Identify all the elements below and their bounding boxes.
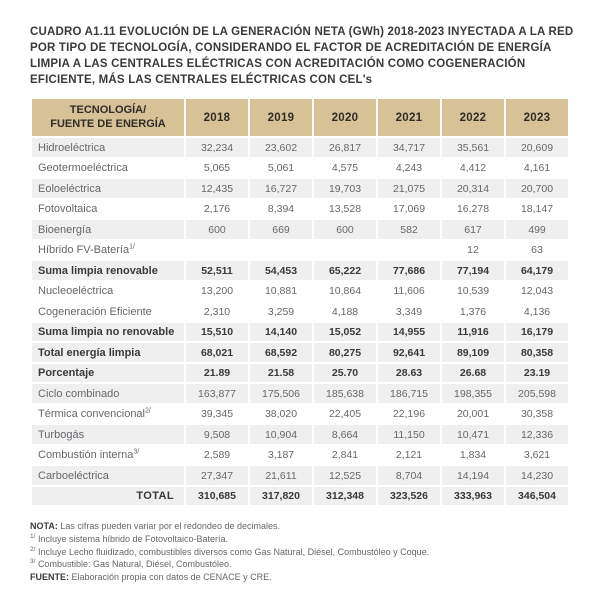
value-cell: 20,609 <box>506 138 568 157</box>
value-cell: 312,348 <box>314 487 376 506</box>
value-cell: 54,453 <box>250 261 312 280</box>
row-label: Suma limpia no renovable <box>32 323 184 342</box>
value-cell: 13,200 <box>200 285 234 298</box>
row-label: Térmica convencional$^{2/}$ <box>38 407 151 421</box>
value-cell: 68,021 <box>186 343 248 362</box>
row-footnote-marker: 1/ <box>129 243 135 251</box>
column-header-2018: 2018 <box>186 99 248 136</box>
column-header-2021: 2021 <box>378 99 440 136</box>
generation-table <box>30 97 570 507</box>
table-row <box>32 364 568 383</box>
value-cell: 323,526 <box>378 487 440 506</box>
row-label: Carboeléctrica <box>32 466 184 485</box>
value-cell: 1,834 <box>459 449 487 462</box>
value-cell: 34,717 <box>378 138 440 157</box>
value-cell: 600 <box>186 220 248 239</box>
row-label: Total energía limpia <box>32 343 184 362</box>
value-cell: 2,310 <box>203 305 231 318</box>
column-header-2022: 2022 <box>442 99 504 136</box>
value-cell: 20,314 <box>442 179 504 198</box>
value-cell: 582 <box>378 220 440 239</box>
value-cell: 4,161 <box>523 162 551 175</box>
column-header-technology-line1: TECNOLOGÍA/ <box>69 104 147 117</box>
table-row <box>32 323 568 342</box>
value-cell: 12,043 <box>520 285 554 298</box>
row-label: Geotermoeléctrica <box>38 162 128 175</box>
row-label: Bioenergía <box>32 220 184 239</box>
value-cell: 4,412 <box>459 162 487 175</box>
table-row <box>32 405 568 424</box>
value-cell: 65,222 <box>314 261 376 280</box>
source-line <box>30 571 572 584</box>
value-cell: 10,904 <box>250 425 312 444</box>
table-row <box>32 425 568 444</box>
value-cell: 21,611 <box>250 466 312 485</box>
table-row <box>32 159 568 178</box>
value-cell: 52,511 <box>186 261 248 280</box>
row-label: Turbogás <box>32 425 184 444</box>
value-cell: 8,664 <box>314 425 376 444</box>
value-cell: 3,259 <box>267 305 295 318</box>
value-cell: 3,621 <box>523 449 551 462</box>
value-cell: 10,881 <box>264 285 298 298</box>
value-cell: 205,598 <box>506 384 568 403</box>
value-cell: 499 <box>506 220 568 239</box>
value-cell: 2,589 <box>203 449 231 462</box>
value-cell: 3,349 <box>395 305 423 318</box>
source-label: FUENTE: <box>30 571 69 582</box>
table-row <box>32 487 568 506</box>
value-cell: 11,150 <box>378 425 440 444</box>
value-cell: 80,358 <box>506 343 568 362</box>
value-cell: 26.68 <box>442 364 504 383</box>
footnote-2-marker: 2/ <box>30 545 36 553</box>
value-cell: 23,602 <box>250 138 312 157</box>
value-cell: 10,539 <box>456 285 490 298</box>
value-cell <box>314 241 376 260</box>
table-row <box>32 138 568 157</box>
table-row <box>32 384 568 403</box>
value-cell: 15,510 <box>186 323 248 342</box>
value-cell: 1,376 <box>459 305 487 318</box>
value-cell: 4,136 <box>523 305 551 318</box>
table-row <box>32 466 568 485</box>
value-cell: 25.70 <box>314 364 376 383</box>
table-row <box>32 200 568 219</box>
table-row <box>32 220 568 239</box>
row-label: Hidroeléctrica <box>32 138 184 157</box>
value-cell: 26,817 <box>314 138 376 157</box>
value-cell: 669 <box>250 220 312 239</box>
value-cell: 317,820 <box>250 487 312 506</box>
footnotes <box>30 520 572 583</box>
footnote-3 <box>30 558 572 571</box>
value-cell: 11,916 <box>442 323 504 342</box>
value-cell: 64,179 <box>506 261 568 280</box>
row-label: Fotovoltaica <box>38 203 98 216</box>
value-cell: 310,685 <box>186 487 248 506</box>
source-text: Elaboración propia con datos de CENACE y CRE. <box>71 571 272 582</box>
value-cell: 22,196 <box>392 408 426 421</box>
value-cell: 18,147 <box>520 203 554 216</box>
row-label: Suma limpia renovable <box>32 261 184 280</box>
value-cell: 16,179 <box>506 323 568 342</box>
table-header-row <box>32 99 568 136</box>
value-cell: 39,345 <box>200 408 234 421</box>
note-text: Las cifras pueden variar por el redondeo de decimales. <box>60 521 280 532</box>
value-cell: 10,864 <box>328 285 362 298</box>
table-row <box>32 302 568 321</box>
value-cell: 20,700 <box>506 179 568 198</box>
value-cell: 2,121 <box>395 449 423 462</box>
value-cell: 4,575 <box>331 162 359 175</box>
value-cell: 32,234 <box>186 138 248 157</box>
value-cell: 23.19 <box>506 364 568 383</box>
value-cell: 77,194 <box>442 261 504 280</box>
value-cell: 185,638 <box>314 384 376 403</box>
value-cell: 10,471 <box>442 425 504 444</box>
value-cell: 21.58 <box>250 364 312 383</box>
row-label: Combustión interna$^{3/}$ <box>38 448 140 462</box>
value-cell: 63 <box>531 244 543 257</box>
footnote-3-marker: 3/ <box>30 558 36 566</box>
value-cell: 14,955 <box>378 323 440 342</box>
value-cell: 333,963 <box>442 487 504 506</box>
column-header-2020: 2020 <box>314 99 376 136</box>
value-cell: 12,435 <box>186 179 248 198</box>
value-cell: 68,592 <box>250 343 312 362</box>
row-label: Cogeneración Eficiente <box>38 305 152 318</box>
value-cell: 21,075 <box>378 179 440 198</box>
table-row <box>32 261 568 280</box>
value-cell: 22,405 <box>328 408 362 421</box>
value-cell: 14,194 <box>442 466 504 485</box>
column-header-2023: 2023 <box>506 99 568 136</box>
footnote-1-text: Incluye sistema híbrido de Fotovoltaico-Batería. <box>37 533 229 544</box>
table-row <box>32 282 568 301</box>
value-cell <box>186 241 248 260</box>
row-label: TOTAL <box>32 487 184 506</box>
value-cell: 38,020 <box>264 408 298 421</box>
value-cell <box>378 241 440 260</box>
row-label: Nucleoeléctrica <box>38 285 114 298</box>
page-title: CUADRO A1.11 EVOLUCIÓN DE LA GENERACIÓN NETA (GWh) 2018-2023 INYECTADA A LA RED POR TIPO DE TECNOLOGÍA, CONSIDERANDO EL FACTOR DE ACREDITACIÓN DE ENERGÍA LIMPIA A LAS CENTRALES ELÉCTRICAS CON ACREDITACIÓN COMO COGENERACIÓN EFICIENTE, MÁS LAS CENTRALES ELÉCTRICAS CON CEL's <box>30 26 574 87</box>
table-row <box>32 343 568 362</box>
footnote-1-marker: 1/ <box>30 532 36 540</box>
value-cell: 2,841 <box>331 449 359 462</box>
value-cell: 175,506 <box>250 384 312 403</box>
column-header-technology-line2: FUENTE DE ENERGÍA <box>50 117 166 130</box>
table-body <box>32 138 568 505</box>
value-cell: 163,877 <box>186 384 248 403</box>
value-cell: 617 <box>442 220 504 239</box>
value-cell: 16,727 <box>250 179 312 198</box>
row-label: Porcentaje <box>32 364 184 383</box>
value-cell: 21.89 <box>186 364 248 383</box>
column-header-2019: 2019 <box>250 99 312 136</box>
value-cell: 5,065 <box>203 162 231 175</box>
value-cell: 16,278 <box>456 203 490 216</box>
value-cell: 15,052 <box>314 323 376 342</box>
value-cell: 600 <box>314 220 376 239</box>
value-cell: 3,187 <box>267 449 295 462</box>
value-cell <box>250 241 312 260</box>
value-cell: 4,243 <box>395 162 423 175</box>
value-cell: 12,525 <box>314 466 376 485</box>
value-cell: 35,561 <box>442 138 504 157</box>
value-cell: 92,641 <box>378 343 440 362</box>
footnote-2 <box>30 546 572 559</box>
row-footnote-marker: 3/ <box>133 448 140 456</box>
table-row <box>32 446 568 465</box>
value-cell: 12 <box>467 244 479 257</box>
table-row <box>32 241 568 260</box>
footnote-2-text: Incluye Lecho fluidizado, combustibles diversos como Gas Natural, Diésel, Combustóleo y Coque. <box>37 546 430 557</box>
value-cell: 17,069 <box>392 203 426 216</box>
note-line <box>30 520 572 533</box>
column-header-technology <box>32 99 184 136</box>
footnote-3-text: Combustible: Gas Natural, Diésel, Combustóleo. <box>37 559 232 570</box>
value-cell: 11,606 <box>393 285 425 298</box>
value-cell: 198,355 <box>442 384 504 403</box>
value-cell: 9,508 <box>186 425 248 444</box>
value-cell: 89,109 <box>442 343 504 362</box>
value-cell: 346,504 <box>506 487 568 506</box>
value-cell: 5,061 <box>267 162 295 175</box>
value-cell: 4,188 <box>331 305 359 318</box>
row-label: Eoloeléctrica <box>32 179 184 198</box>
row-label: Ciclo combinado <box>32 384 184 403</box>
value-cell: 2,176 <box>203 203 231 216</box>
value-cell: 14,230 <box>506 466 568 485</box>
value-cell: 14,140 <box>250 323 312 342</box>
row-footnote-marker: 2/ <box>145 407 151 415</box>
value-cell: 186,715 <box>378 384 440 403</box>
value-cell: 20,001 <box>456 408 490 421</box>
table-row <box>32 179 568 198</box>
value-cell: 12,336 <box>506 425 568 444</box>
note-label: NOTA: <box>30 521 58 532</box>
value-cell: 13,528 <box>328 203 362 216</box>
value-cell: 27,347 <box>186 466 248 485</box>
value-cell: 8,394 <box>267 203 295 216</box>
value-cell: 77,686 <box>378 261 440 280</box>
value-cell: 30,358 <box>520 408 554 421</box>
value-cell: 19,703 <box>314 179 376 198</box>
value-cell: 28.63 <box>378 364 440 383</box>
value-cell: 80,275 <box>314 343 376 362</box>
value-cell: 8,704 <box>378 466 440 485</box>
footnote-1 <box>30 533 572 546</box>
row-label: Híbrido FV-Batería$^{1/}$ <box>38 243 135 257</box>
